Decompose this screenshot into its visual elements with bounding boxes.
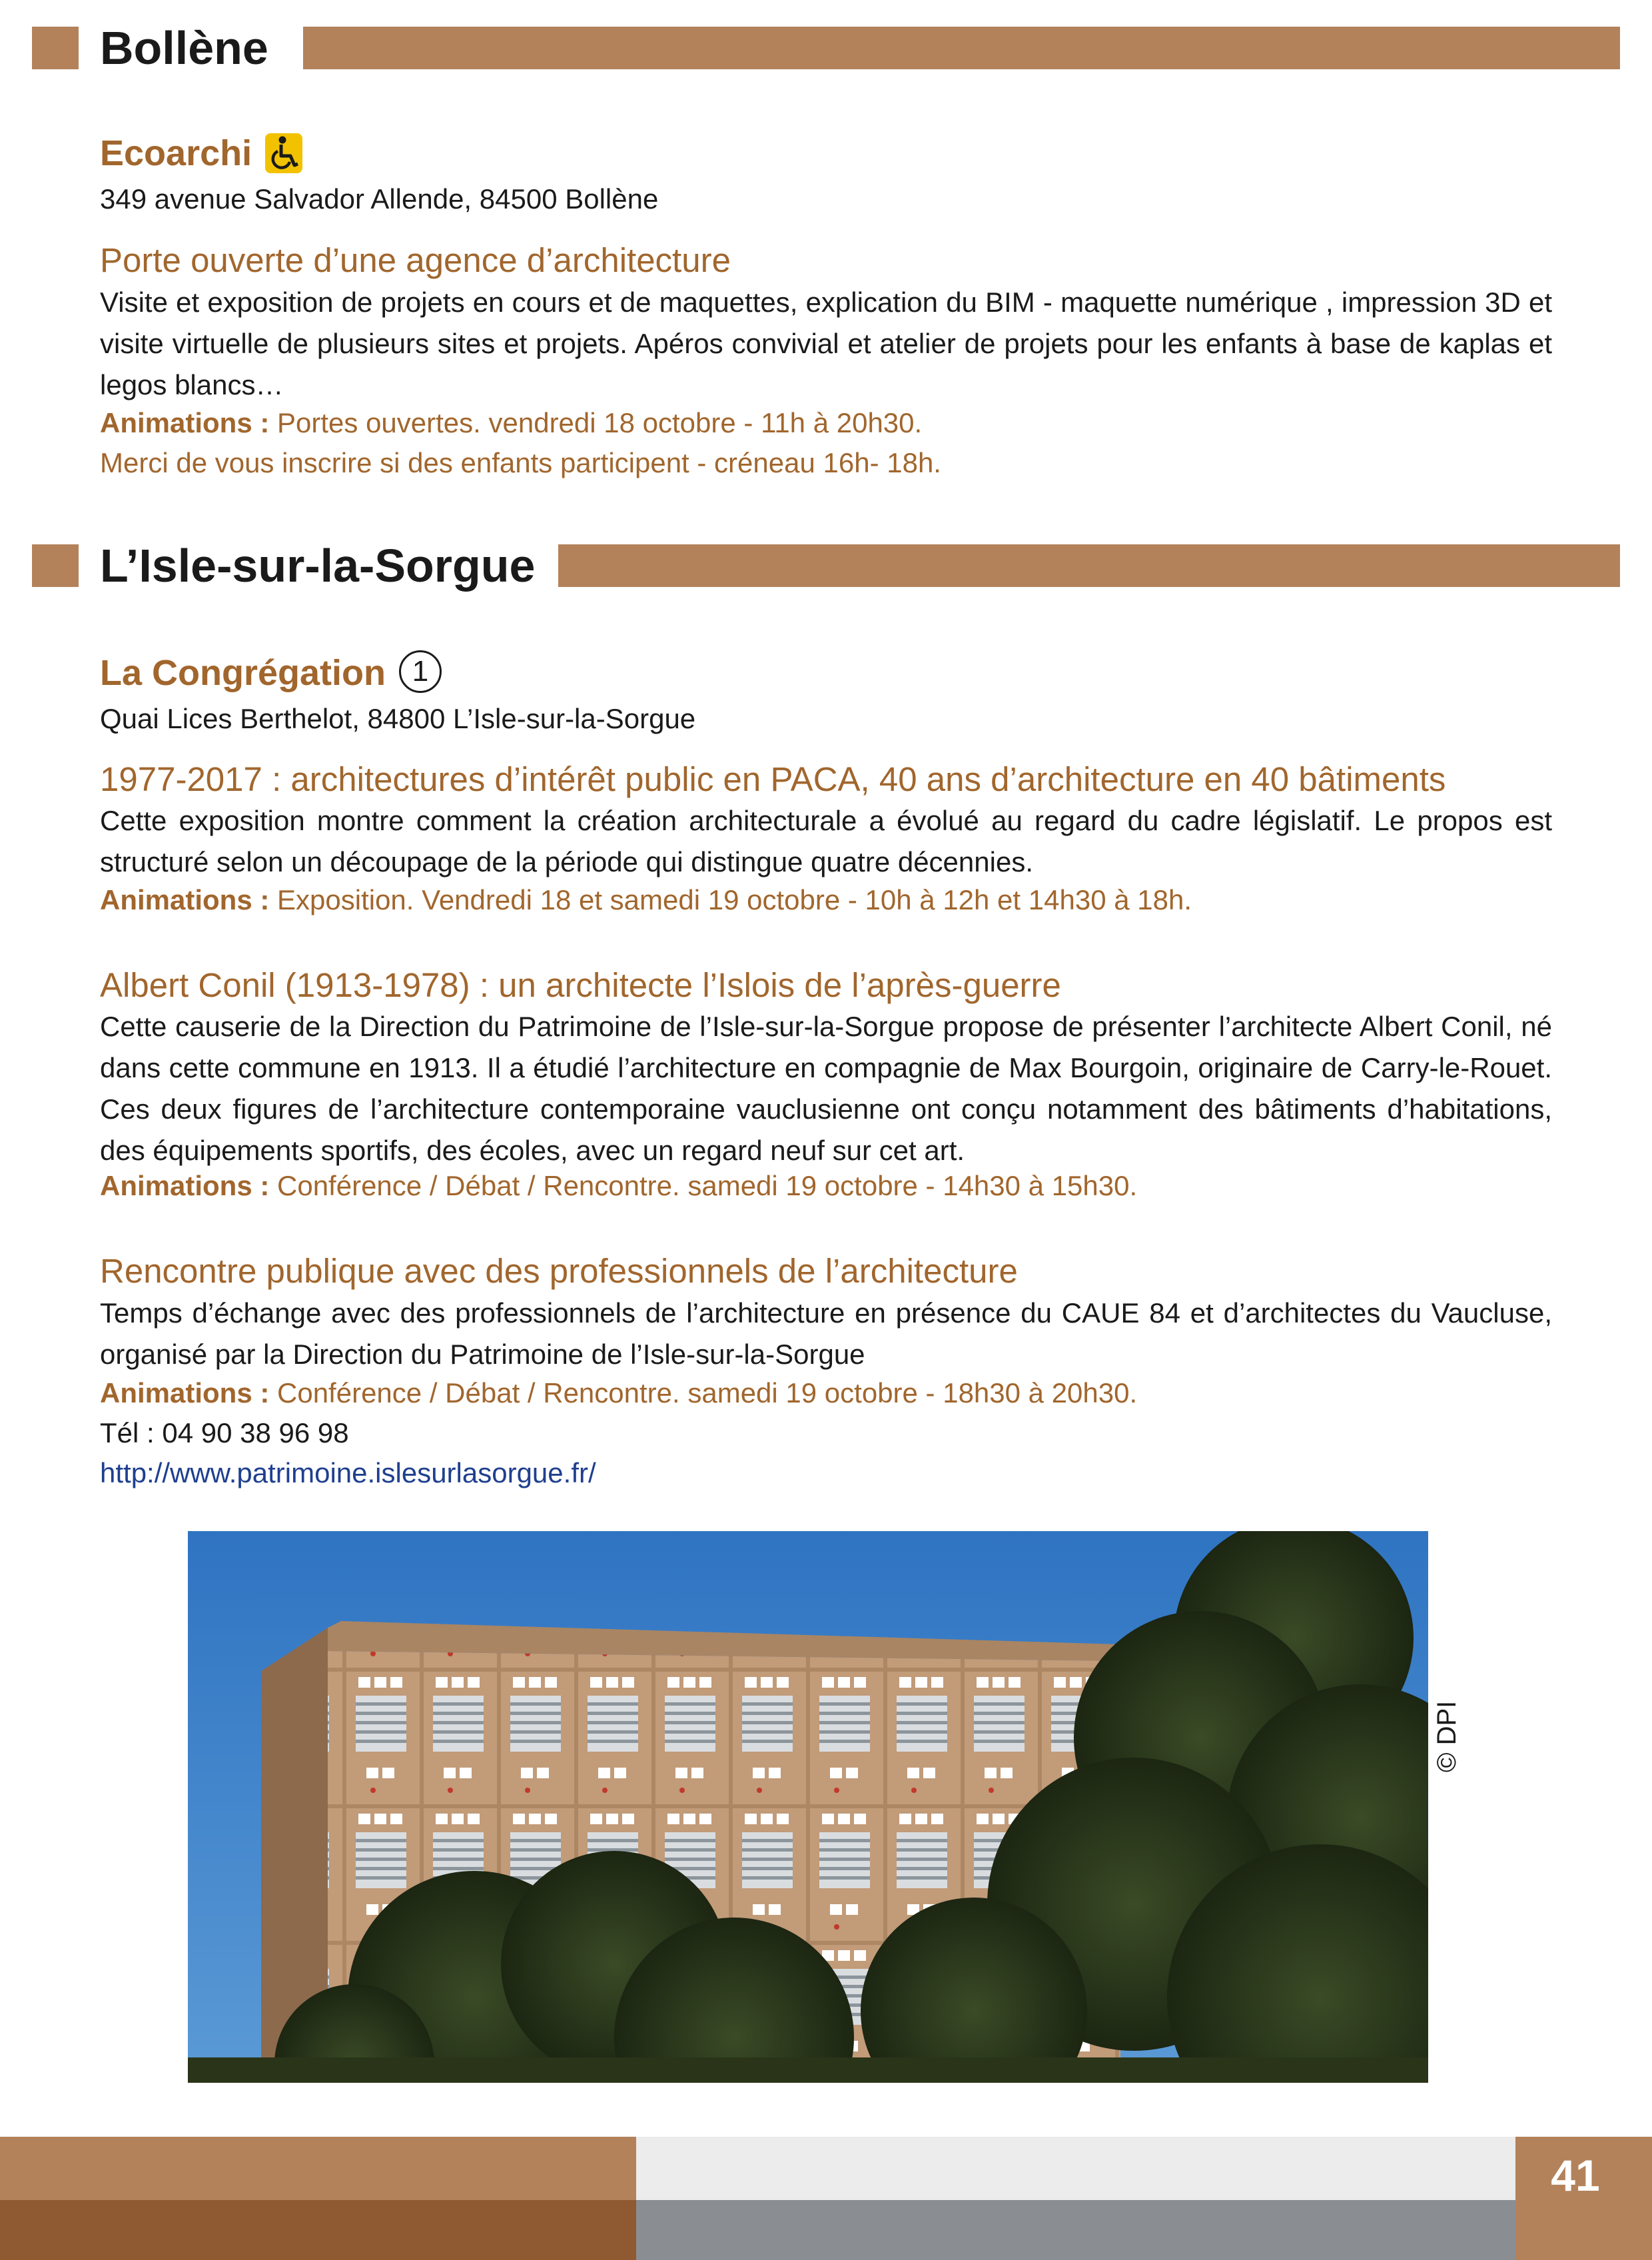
venue-name-label: La Congrégation (100, 653, 386, 693)
event-description: Cette exposition montre comment la création architecturale a évolué au regard du cadre législatif. Le propos est structuré selon un découpage de la période qui distingue quatre décennies. (100, 805, 1552, 877)
section-marker (32, 544, 79, 587)
animations-text: Portes ouvertes. vendredi 18 octobre - 11h à 20h30. (269, 407, 923, 438)
venue-address: 349 avenue Salvador Allende, 84500 Bollène (100, 183, 659, 215)
event-title: 1977-2017 : architectures d’intérêt public en PACA, 40 ans d’architecture en 40 bâtiments (100, 760, 1446, 798)
animations-label: Animations : (100, 884, 270, 915)
event-description: Cette causerie de la Direction du Patrimoine de l’Isle-sur-la-Sorgue propose de présenter l’architecte Albert Conil, né dans cette commune en 1913. Il a étudié l’architecture en compagnie de Max Bourgoin, originaire de Carry-le-Rouet. Ces deux figures de l’architecture contemporaine vauclusienne ont conçu notamment des bâtiments d’habitations, des équipements sportifs, des écoles, avec un regard neuf sur cet art. (100, 1011, 1552, 1166)
event-note: Merci de vous inscrire si des enfants participent - créneau 16h- 18h. (100, 447, 941, 478)
footer-band (0, 2200, 636, 2260)
event-title: Albert Conil (1913-1978) : un architecte l’Islois de l’après-guerre (100, 966, 1061, 1004)
venue-name-ecoarchi (100, 132, 302, 176)
event-title: Porte ouverte d’une agence d’architecture (100, 241, 731, 279)
animations-text: Conférence / Débat / Rencontre. samedi 19 octobre - 18h30 à 20h30. (269, 1377, 1138, 1409)
animations-text: Exposition. Vendredi 18 et samedi 19 octobre - 10h à 12h et 14h30 à 18h. (269, 884, 1192, 915)
animations-label: Animations : (100, 1377, 270, 1409)
animations-label: Animations : (100, 1170, 270, 1201)
footer-texture-band (636, 2137, 1515, 2200)
venue-name-label: Ecoarchi (100, 133, 252, 173)
wheelchair-accessible-icon (265, 133, 302, 173)
event-animations (100, 1373, 1137, 1414)
section-bar (558, 544, 1620, 587)
event-animations (100, 402, 922, 444)
animations-label: Animations : (100, 407, 270, 438)
section-title-isle-sur-la-sorgue: L’Isle-sur-la-Sorgue (100, 540, 536, 592)
section-bar (303, 27, 1620, 69)
page-number: 41 (1551, 2151, 1600, 2200)
section-marker (32, 27, 79, 69)
building-photo (188, 1531, 1428, 2083)
footer-band (0, 2137, 636, 2200)
event-animations (100, 879, 1192, 921)
footer-texture-band (636, 2200, 1515, 2260)
event-title: Rencontre publique avec des professionnels de l’architecture (100, 1252, 1018, 1290)
venue-name-la-congregation (100, 652, 442, 697)
venue-address: Quai Lices Berthelot, 84800 L’Isle-sur-la-Sorgue (100, 703, 696, 734)
number-one-badge-icon: 1 (399, 650, 442, 693)
event-description: Temps d’échange avec des professionnels de l’architecture en présence du CAUE 84 et d’architectes du Vaucluse, organisé par la Direction du Patrimoine de l’Isle-sur-la-Sorgue (100, 1297, 1552, 1370)
animations-text: Conférence / Débat / Rencontre. samedi 19 octobre - 14h30 à 15h30. (269, 1170, 1138, 1201)
section-title-bollene: Bollène (100, 22, 268, 74)
event-animations (100, 1165, 1137, 1207)
event-description: Visite et exposition de projets en cours et de maquettes, explication du BIM - maquette numérique , impression 3D et visite virtuelle de plusieurs sites et projets. Apéros convivial et atelier de projets pour les enfants à base de kaplas et legos blancs… (100, 286, 1552, 400)
event-website-link[interactable]: http://www.patrimoine.islesurlasorgue.fr/ (100, 1457, 596, 1488)
event-phone: Tél : 04 90 38 96 98 (100, 1417, 349, 1448)
photo-credit: © DPI (1432, 1700, 1461, 1772)
